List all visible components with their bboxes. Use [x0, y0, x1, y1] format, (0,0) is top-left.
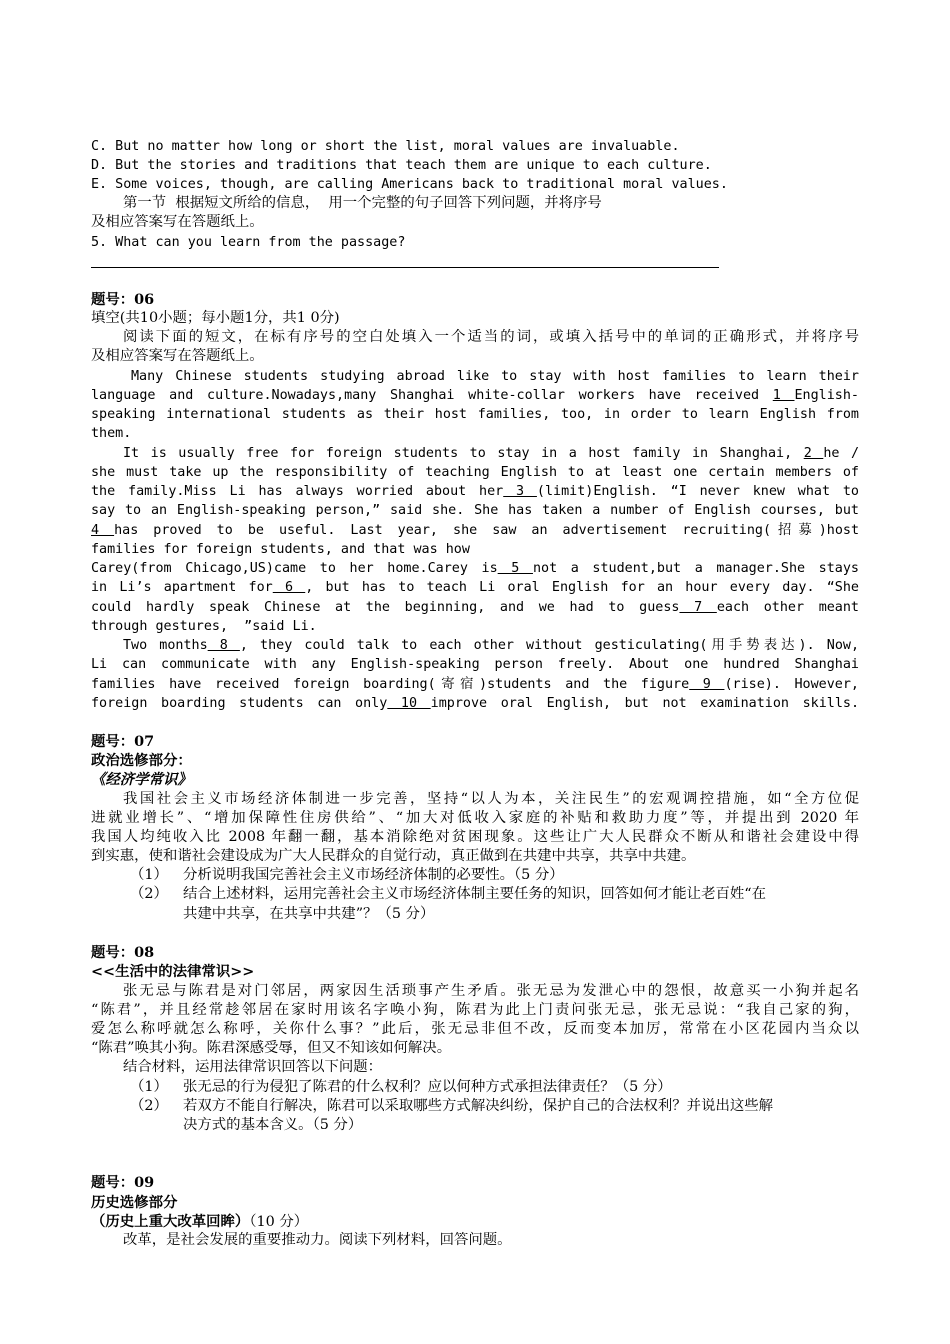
q09-book: （历史上重大改革回眸） [91, 1213, 250, 1230]
q09-section: 历史选修部分 [91, 1194, 178, 1211]
q06-p4-line3: families have received foreign boarding(寄宿)students and the figure 9 (rise). However, [91, 677, 859, 692]
q07-q2-line1: 结合上述材料，运用完善社会主义市场经济体制主要任务的知识，回答如何才能让老百姓“在 [183, 886, 766, 902]
blank-1: 1 [772, 388, 795, 403]
blank-9: 9 [689, 677, 725, 692]
q08-q2-line2: 决方式的基本含义。（5 分） [183, 1117, 363, 1133]
q06-p1-line1: Many Chinese students studying abroad like to stay with host families to learn their [131, 369, 859, 384]
q09-body-line1: 改革，是社会发展的重要推动力。阅读下列材料，回答问题。 [123, 1232, 512, 1248]
q06-p2-line4: say to an English-speaking person,” said she. She has taken a number of English courses, but [91, 503, 859, 518]
q06-p1-line2: language and culture.Nowadays,many Shanghai white-collar workers have received 1 English- [91, 388, 859, 403]
blank-5: 5 [497, 561, 533, 576]
q06-p3-line3: could hardly speak Chinese at the beginning, and we had to guess 7 each other meant [91, 600, 859, 615]
q06-type: 填空(共10小题；每小题1分，共1 0分) [91, 310, 340, 326]
q08-body-line1: 张无忌与陈君是对门邻居，两家因生活琐事产生矛盾。张无忌为发泄心中的怨恨，故意买一小狗并起名 [123, 983, 859, 999]
q09-book-line [91, 1212, 308, 1232]
q06-p1-line4: them. [91, 426, 132, 441]
blank-8: 8 [207, 638, 240, 653]
q06-p3-line4: through gestures, ”said Li. [91, 619, 317, 634]
q07-book: 《经济学常识》 [91, 771, 192, 788]
blank-6: 6 [272, 580, 306, 595]
q07-section: 政治选修部分： [91, 752, 192, 769]
q07-q1: 分析说明我国完善社会主义市场经济体制的必要性。（5 分） [183, 867, 564, 883]
q06-p3-line2: in Li’s apartment for 6 , but has to teach Li oral English for an hour every day. “She [91, 580, 859, 595]
q08-q1: 张无忌的行为侵犯了陈君的什么权利？应以何种方式承担法律责任？（5 分） [183, 1079, 672, 1095]
blank-2: 2 [803, 446, 824, 461]
q08-q2-number: （2） [130, 1098, 168, 1114]
option-d: D. But the stories and traditions that teach them are unique to each culture. [91, 158, 712, 173]
q06-instruction: 阅读下面的短文，在标有序号的空白处填入一个适当的词，或填入括号中的单词的正确形式，并将序号 [123, 329, 859, 345]
q07-q2-line2: 共建中共享，在共享中共建”？（5 分） [183, 906, 435, 922]
q06-p1-line3: speaking international students as their host families, too, in order to learn English from [91, 407, 859, 422]
q07-body-line2: 进就业增长”、“增加保障性住房供给”、“加大对低收入家庭的补贴和救助力度”等，并提出到 2020 年 [91, 810, 859, 826]
q08-body-line3: 爱怎么称呼就怎么称呼，关你什么事？”此后，张无忌非但不改，反而变本加厉，常常在小区花园内当众以 [91, 1021, 859, 1037]
q06-p4-line2: Li can communicate with any English-speaking person freely. About one hundred Shanghai [91, 657, 859, 672]
option-c: C. But no matter how long or short the list, moral values are invaluable. [91, 139, 680, 154]
q07-body-line3: 我国人均纯收入比 2008 年翻一翻，基本消除绝对贫困现象。这些让广大人民群众不断从和谐社会建设中得 [91, 829, 859, 845]
section-instruction-cont: 及相应答案写在答题纸上。 [91, 214, 264, 230]
q09-title: 题号：09 [91, 1174, 155, 1191]
q08-book: <<生活中的法律常识>> [91, 963, 255, 980]
q08-body-line2: “陈君”，并且经常趁邻居在家时用该名字唤小狗，陈君为此上门责问张无忌，张无忌说：“我自己家的狗， [91, 1002, 859, 1018]
blank-3: 3 [503, 484, 537, 499]
section-instruction: 第一节 根据短文所给的信息， 用一个完整的句子回答下列问题，并将序号 [123, 195, 602, 211]
question-5: 5. What can you learn from the passage? [91, 235, 406, 250]
q07-body-line1: 我国社会主义市场经济体制进一步完善，坚持“以人为本，关注民生”的宏观调控措施，如“全方位促 [123, 791, 859, 807]
answer-line [91, 267, 719, 268]
option-e: E. Some voices, though, are calling Americans back to traditional moral values. [91, 177, 728, 192]
q06-title: 题号：06 [91, 291, 155, 308]
q06-p3-line1: Carey(from Chicago,US)came to her home.Carey is 5 not a student,but a manager.She stays [91, 561, 859, 576]
q07-title: 题号：07 [91, 733, 155, 750]
q06-p2-line2: she must take up the responsibility of teaching English to at least one certain members of [91, 465, 859, 480]
q06-p4-line1: Two months 8 , they could talk to each other without gesticulating(用手势表达). Now, [123, 638, 860, 653]
blank-4: 4 [91, 523, 115, 538]
q07-q1-number: （1） [130, 867, 168, 883]
blank-7: 7 [679, 600, 717, 615]
q07-body-line4: 到实惠，使和谐社会建设成为广大人民群众的自觉行动，真正做到在共建中共享，共享中共建。 [91, 848, 696, 864]
q07-q2-number: （2） [130, 886, 168, 902]
q08-q1-number: （1） [130, 1079, 168, 1095]
q06-p2-line6: families for foreign students, and that was how [91, 542, 470, 557]
q09-points: （10 分） [249, 1214, 309, 1230]
q06-p2-line5: 4 has proved to be useful. Last year, she saw an advertisement recruiting(招募)host [91, 523, 860, 538]
q08-q2-line1: 若双方不能自行解决，陈君可以采取哪些方式解决纠纷，保护自己的合法权利？并说出这些解 [183, 1098, 774, 1114]
q08-body-line4: “陈君”唤其小狗。陈君深感受辱，但又不知该如何解决。 [91, 1040, 452, 1056]
q06-p4-line4: foreign boarding students can only 10 improve oral English, but not examination skills. [91, 696, 860, 711]
q06-instruction-cont: 及相应答案写在答题纸上。 [91, 348, 264, 364]
q06-p2-line3: the family.Miss Li has always worried about her 3 (limit)English. “I never knew what to [91, 484, 859, 499]
blank-10: 10 [387, 696, 431, 711]
q08-title: 题号：08 [91, 944, 155, 961]
q08-lead: 结合材料，运用法律常识回答以下问题： [123, 1059, 383, 1075]
q06-p2-line1: It is usually free for foreign students to stay in a host family in Shanghai, 2 he / [123, 446, 860, 461]
